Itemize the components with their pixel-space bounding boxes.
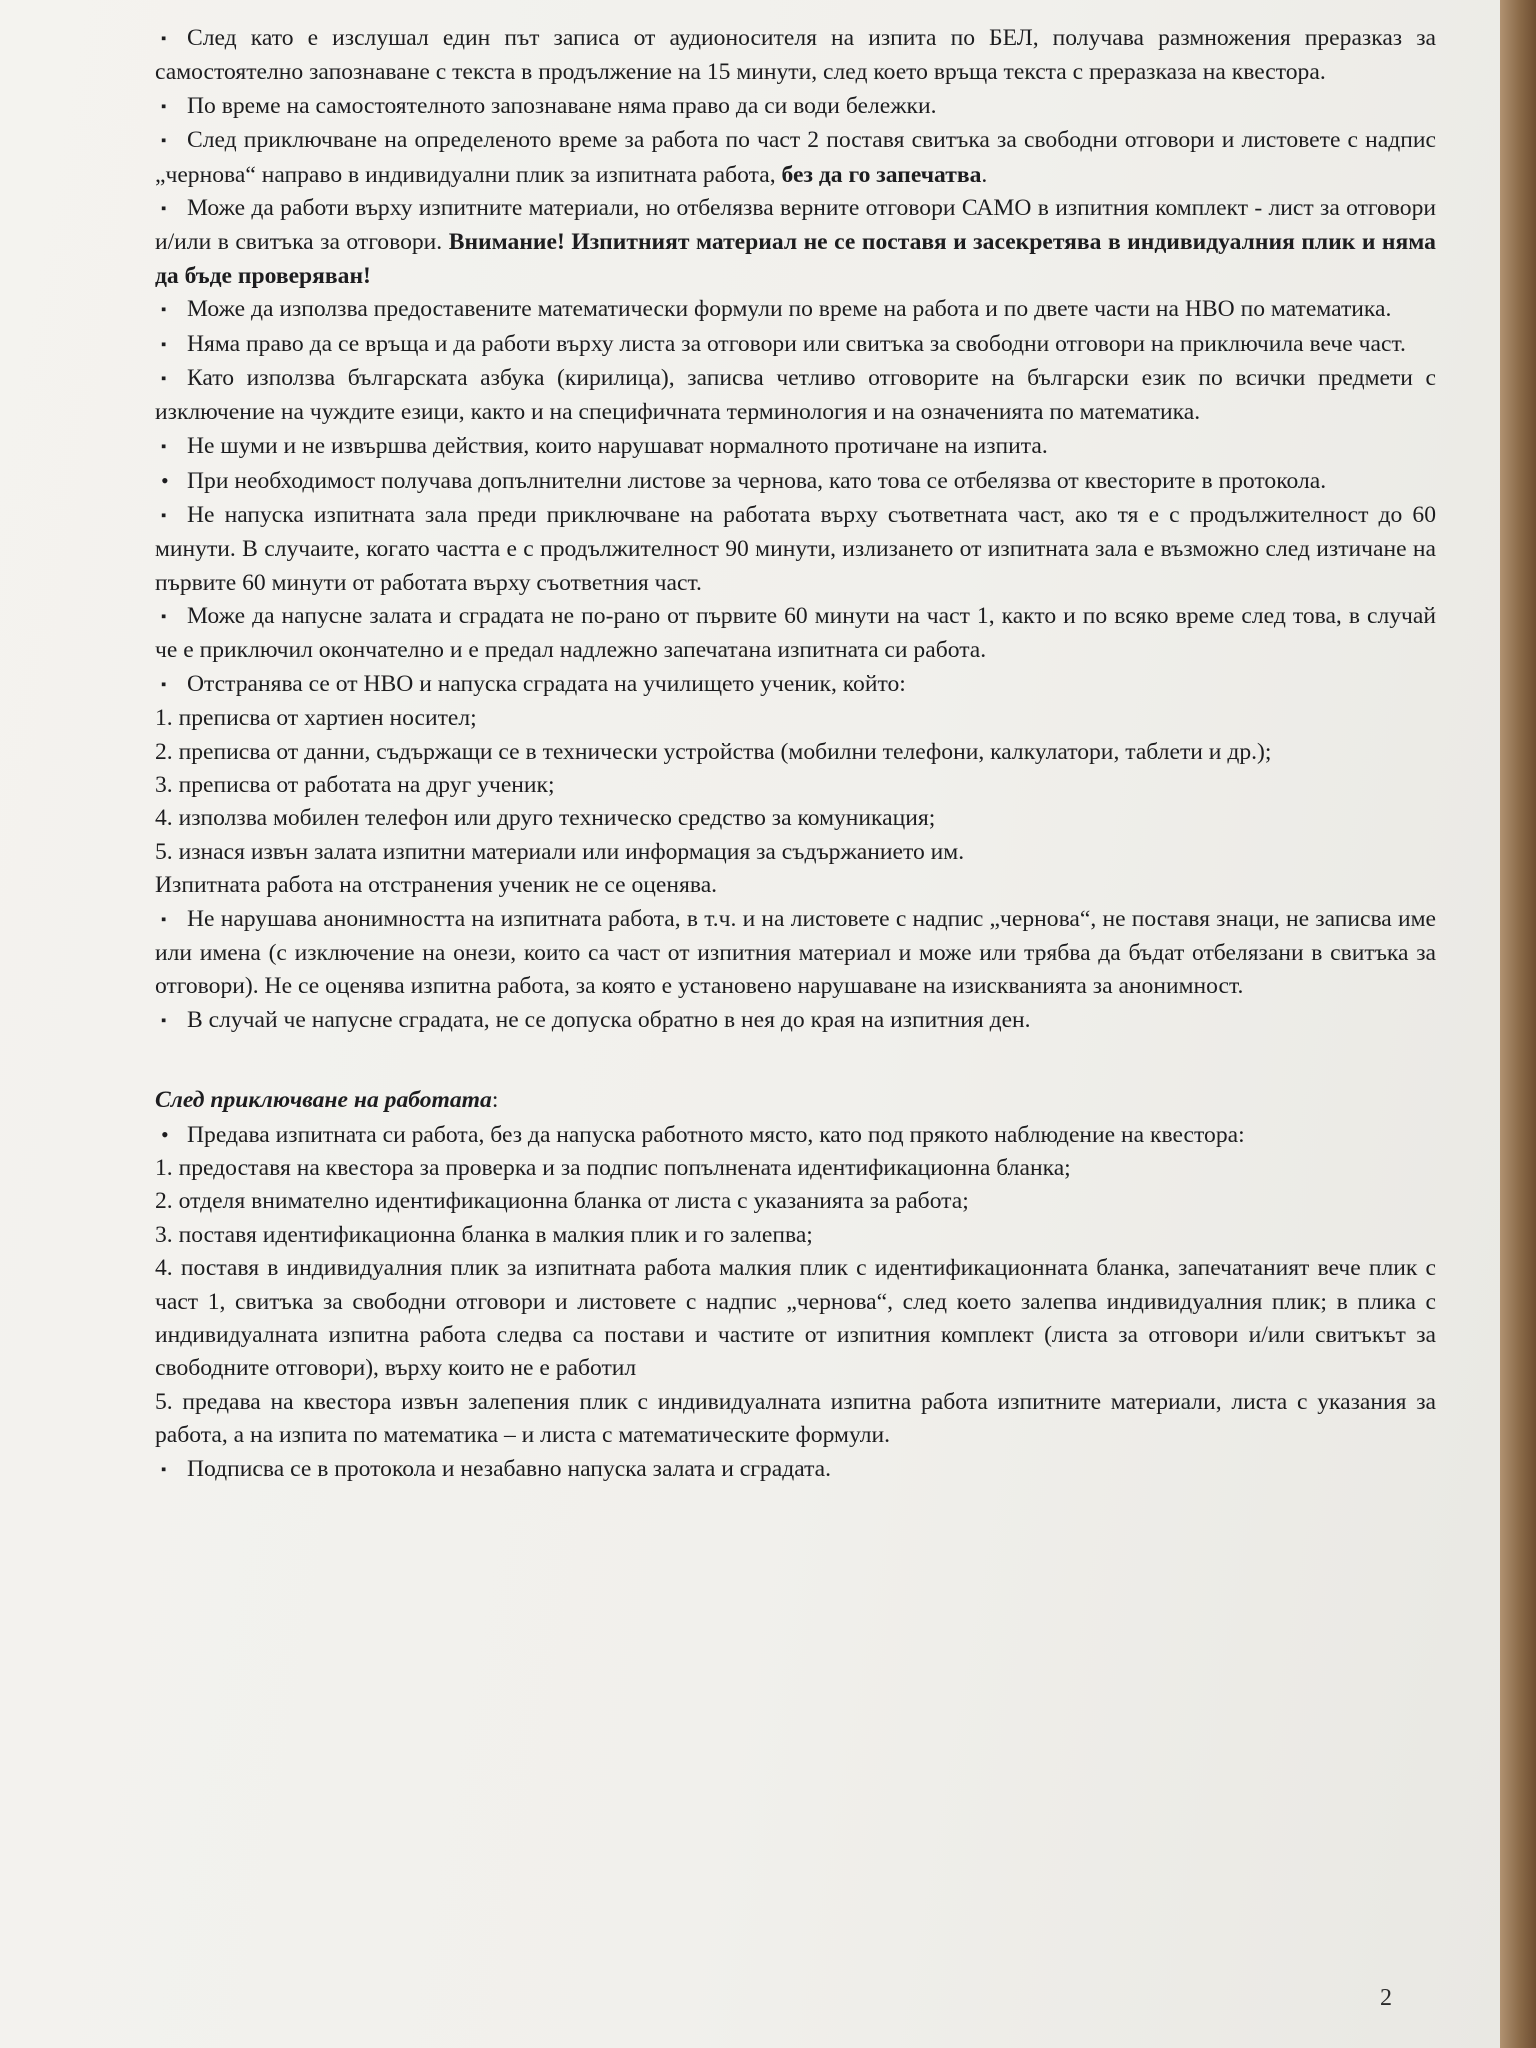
bullet-item — [155, 903, 1436, 1004]
text-run: 2. отделя внимателно идентификационна бланка от листа с указанията за работа; — [155, 1188, 969, 1215]
bullet-marker: • — [161, 468, 169, 494]
bullet-marker: ▪ — [161, 438, 167, 455]
list-item — [155, 836, 1436, 869]
text-run: 3. поставя идентификационна бланка в малкия плик и го залепва; — [155, 1221, 813, 1248]
bullet-marker: ▪ — [161, 371, 167, 388]
bullet-item — [155, 499, 1436, 600]
text-run: Отстранява се от НВО и напуска сградата на училището ученик, който: — [187, 670, 906, 697]
bullet-marker: ▪ — [161, 608, 167, 625]
bullet-marker: ▪ — [161, 133, 167, 150]
list-item — [155, 1219, 1436, 1252]
section-spacer — [155, 1038, 1436, 1084]
rules-list — [155, 22, 1436, 1038]
text-run: Може да използва предоставените математически формули по време на работа и по двете части на НВО по математика. — [187, 296, 1392, 323]
bullet-marker: • — [161, 1121, 169, 1147]
section-heading: След приключване на работата: — [155, 1087, 499, 1114]
text-run: Не напуска изпитната зала преди приключване на работата върху съответната част, ако тя е с продължителност до 60 минути. В случаите, когато частта е с продължителност 90 минути, излизането от изпитната зала е възможно след изтичане на първите 60 минути от работата върху съответния част. — [155, 501, 1436, 596]
bullet-item — [155, 124, 1436, 192]
bullet-item — [155, 1118, 1436, 1152]
bold-text: без да го запечатва — [781, 161, 982, 188]
bullet-item — [155, 328, 1436, 362]
bullet-item — [155, 293, 1436, 327]
bullet-marker: ▪ — [161, 201, 167, 218]
page-number: 2 — [1380, 1985, 1392, 2011]
bullet-item — [155, 90, 1436, 124]
list-item — [155, 702, 1436, 735]
bullet-item — [155, 600, 1436, 668]
text-run: По време на самостоятелното запознаване няма право да си води бележки. — [187, 92, 937, 119]
text-run: Подписва се в протокола и незабавно напуска залата и сградата. — [187, 1455, 832, 1482]
text-run: Може да работи върху изпитните материали, но отбелязва верните отговори САМО в изпитния комплект - лист за отговори и/или в свитъка за отговори. — [155, 195, 1436, 256]
text-run: Може да напусне залата и сградата не по-рано от първите 60 минути на част 1, както и по всяко време след това, в случай че е приключил окончателно и е предал надлежно запечатана изпитната си работа. — [155, 602, 1436, 664]
list-item — [155, 1386, 1436, 1453]
text-run: 5. изнася извън залата изпитни материали или информация за съдържанието им. — [155, 838, 965, 865]
bullet-marker: ▪ — [161, 911, 167, 928]
text-run: 4. използва мобилен телефон или друго техническо средство за комуникация; — [155, 805, 936, 832]
text-run: 2. преписва от данни, съдържащи се в технически устройства (мобилни телефони, калкулатори, таблети и др.); — [155, 738, 1272, 765]
text-run: 1. предоставя на квестора за проверка и за подпис попълнената идентификационна бланка; — [155, 1155, 1071, 1181]
text-run: Не шуми и не извършва действия, които нарушават нормалното протичане на изпита. — [187, 432, 1048, 459]
text-run: Няма право да се връща и да работи върху листа за отговори или свитъка за свободни отговори на приключила вече част. — [187, 330, 1406, 357]
bullet-item — [155, 22, 1436, 90]
bullet-marker: ▪ — [161, 676, 167, 693]
bullet-item — [155, 430, 1436, 464]
bullet-marker: ▪ — [161, 1012, 167, 1029]
text-run: Като използва българската азбука (кирилица), записва четливо отговорите на български език по всички предмети с изключение на чуждите езици, както и на специфичната терминология и на означенията по математика. — [155, 365, 1436, 426]
text-run: 4. поставя в индивидуалния плик за изпитната работа малкия плик с идентификационната бланка, запечатаният вече плик с част 1, свитъка за свободни отговори и листовете с надпис „чернова“, след което залепва индивидуалния плик; в плика с индивидуалната изпитна работа следва са постави и частите от изпитния комплект (листа за отговори и/или свитъкът за свободните отговори), върху които не е работил — [155, 1255, 1436, 1382]
text-run: Не нарушава анонимността на изпитната работа, в т.ч. и на листовете с надпис „чернова“, не поставя знаци, не записва име или имена (с изключение на онези, които са част от изпитния материал и може или трябва да бъдат отбелязани в свитъка за отговори). Не се оценява изпитна работа, за която е установено нарушаване на изискванията за анонимност. — [155, 905, 1436, 1000]
text-run: 1. преписва от хартиен носител; — [155, 705, 477, 732]
table-surface — [1496, 0, 1536, 2048]
text-run: При необходимост получава допълнителни листове за чернова, като това се отбелязва от квесторите в протокола. — [187, 468, 1327, 495]
list-item — [155, 1185, 1436, 1218]
text-run: . — [981, 161, 988, 188]
bullet-marker: ▪ — [161, 302, 167, 319]
bullet-marker: ▪ — [161, 336, 167, 353]
text-run: 5. предава на квестора извън залепения плик с индивидуалната изпитна работа изпитните материали, листа с указания за работа, а на изпита по математика – и листа с математическите формули. — [155, 1388, 1436, 1449]
bullet-marker: ▪ — [161, 1461, 167, 1478]
bullet-item — [155, 192, 1436, 293]
after-work-list — [155, 1118, 1436, 1487]
bullet-marker: ▪ — [161, 31, 167, 47]
list-item — [155, 769, 1436, 802]
text-run: В случай че напусне сградата, не се допуска обратно в нея до края на изпитния ден. — [187, 1006, 1031, 1033]
bold-text: Внимание! Изпитният материал не се поставя и засекретява в индивидуалния плик и няма да бъде проверяван! — [155, 229, 1436, 289]
bullet-item — [155, 1453, 1436, 1487]
text-run: Изпитната работа на отстранения ученик не се оценява. — [155, 872, 718, 899]
bullet-marker: ▪ — [161, 98, 167, 115]
bullet-item — [155, 668, 1436, 702]
list-item — [155, 736, 1436, 769]
text-run: 3. преписва от работата на друг ученик; — [155, 771, 555, 798]
list-item — [155, 869, 1436, 902]
bullet-item — [155, 362, 1436, 430]
list-item — [155, 1252, 1436, 1386]
text-run: След приключване на определеното време за работа по част 2 поставя свитъка за свободни отговори и листовете с надпис „чернова“ направо в индивидуални плик за изпитната работа, — [155, 127, 1436, 188]
bullet-item — [155, 464, 1436, 498]
list-item — [155, 1152, 1436, 1185]
text-run: След като е изслушал един път записа от аудионосителя на изпита по БЕЛ, получава размножения преразказ за самостоятелно запознаване с текста в продължение на 15 минути, след което връща текста с преразказа на квестора. — [155, 25, 1436, 86]
bullet-item — [155, 1004, 1436, 1038]
list-item — [155, 802, 1436, 835]
bullet-marker: ▪ — [161, 507, 167, 524]
text-run: Предава изпитната си работа, без да напуска работното място, като под прякото наблюдение на квестора: — [187, 1121, 1245, 1148]
